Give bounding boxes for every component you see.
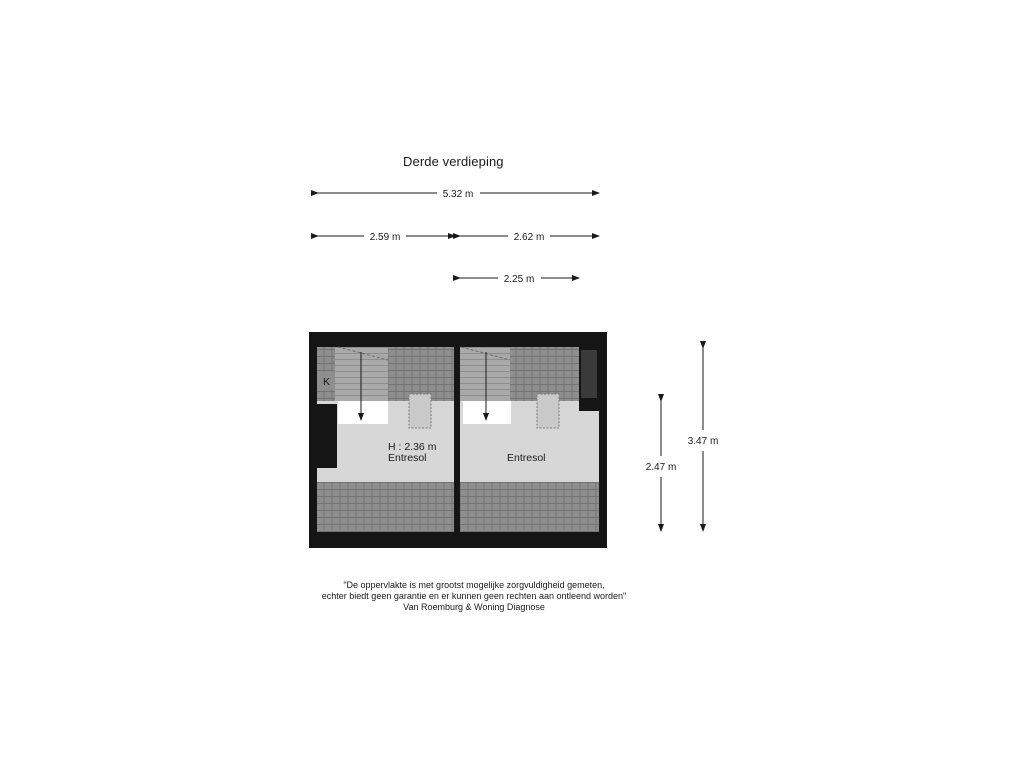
floor-title: Derde verdieping — [403, 154, 504, 169]
dimension-height-inner-label: 2.47 m — [645, 462, 677, 473]
dimension-left-width — [318, 232, 455, 243]
room-left-name: Entresol — [388, 452, 427, 464]
room-marker-k: K — [323, 376, 331, 388]
dimension-skylight-span-label: 2.25 m — [503, 274, 535, 285]
chimney-right-shade — [581, 350, 597, 398]
dimension-skylight-span — [460, 274, 579, 285]
stairs-right — [460, 347, 510, 401]
stair-landing-right — [463, 401, 511, 424]
dimension-right-width — [460, 232, 599, 243]
stair-landing-left — [338, 401, 388, 424]
chimney-left — [317, 404, 337, 468]
roof-slope-bottom-right — [460, 482, 599, 532]
roof-slope-bottom-left — [317, 482, 454, 532]
dimension-height-total-label: 3.47 m — [687, 436, 719, 447]
dimension-height-inner — [646, 401, 677, 531]
room-right — [460, 347, 599, 532]
dimension-height-total — [688, 348, 719, 531]
disclaimer-line-3: Van Roemburg & Woning Diagnose — [403, 602, 545, 612]
dimension-total-width-label: 5.32 m — [442, 189, 474, 200]
skylight-right — [537, 394, 559, 428]
disclaimer-line-1: "De oppervlakte is met grootst mogelijke zorgvuldigheid gemeten, — [343, 580, 605, 590]
room-left-height-note: H : 2.36 m — [388, 441, 437, 453]
room-right-name: Entresol — [507, 452, 546, 464]
disclaimer — [0, 580, 948, 613]
floor-plan-body — [309, 332, 607, 548]
party-wall — [454, 347, 460, 532]
dimension-left-width-label: 2.59 m — [369, 232, 401, 243]
dimension-right-width-label: 2.62 m — [513, 232, 545, 243]
room-left — [317, 347, 454, 532]
disclaimer-line-2: echter biedt geen garantie en er kunnen geen rechten aan ontleend worden" — [321, 591, 627, 601]
skylight-left — [409, 394, 431, 428]
dimension-total-width — [318, 189, 599, 200]
